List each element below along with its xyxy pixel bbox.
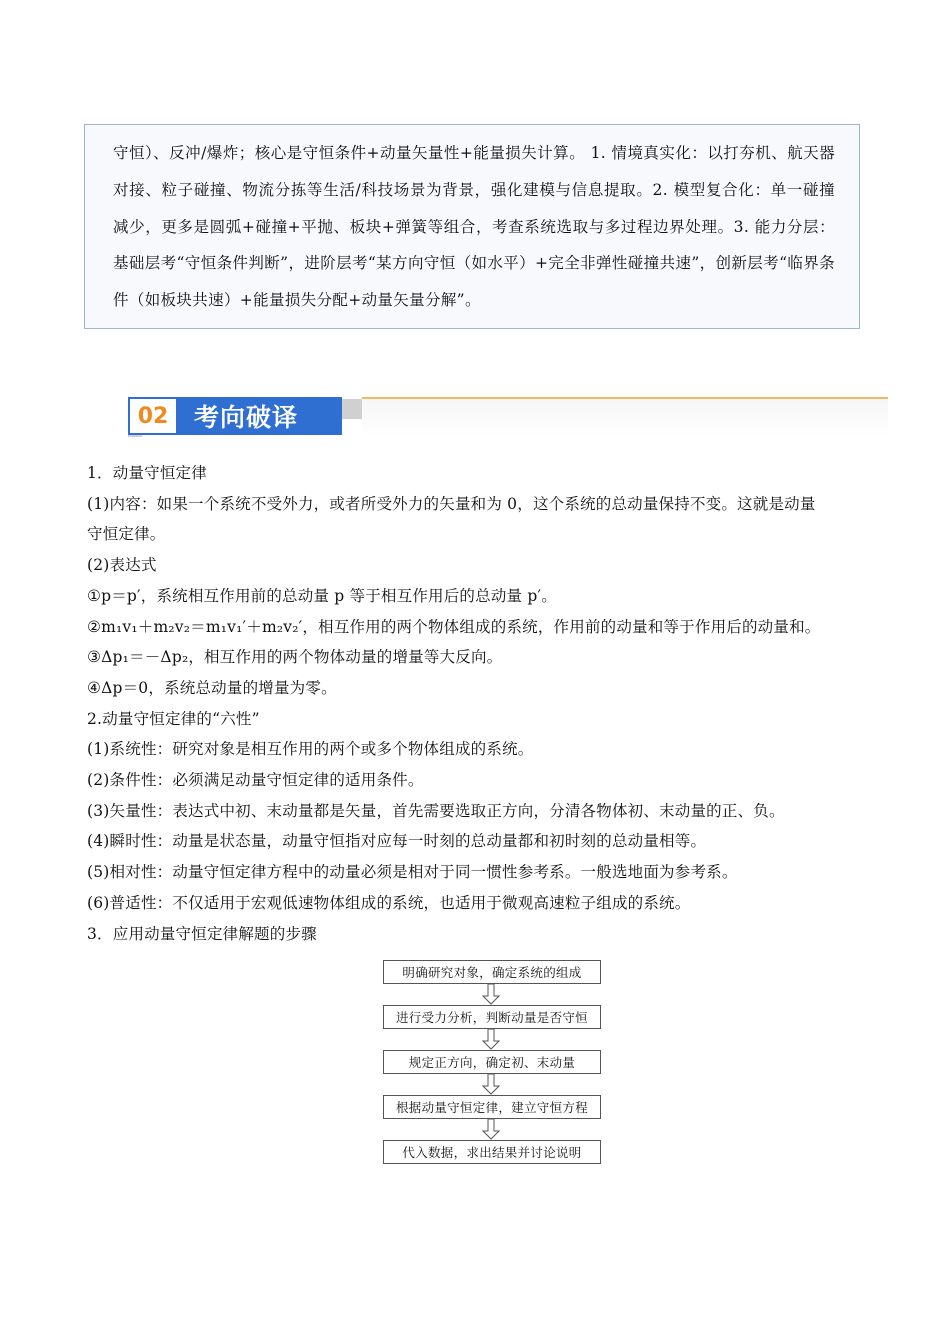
intro-paragraph: 守恒）、反冲/爆炸；核心是守恒条件+动量矢量性+能量损失计算。 1. 情境真实化：以打夯机、航天器对接、粒子碰撞、物流分拣等生活/科技场景为背景，强化建模与信息提取。2. 模型复合化：单一碰撞减少，更多是圆弧+碰撞+平抛、板块+弹簧等组合，考查系统选取与多过程边界处理。3. 能力分层：基础层考“守恒条件判断”，进阶层考“某方向守恒（如水平）+完全非弹性碰撞共速”，创新层考“临界条件（如板块共速）+能量损失分配+动量矢量分解”。 [113, 144, 835, 310]
down-arrow-icon [482, 984, 500, 1005]
content-line: (1)系统性：研究对象是相互作用的两个或多个物体组成的系统。 [87, 740, 534, 759]
flow-step-4: 根据动量守恒定律，建立守恒方程 [383, 1095, 601, 1119]
down-arrow-icon [482, 1074, 500, 1095]
flow-step-2: 进行受力分析，判断动量是否守恒 [383, 1005, 601, 1029]
intro-box [84, 124, 860, 329]
content-line: 守恒定律。 [87, 525, 166, 544]
content-line: (2)表达式 [87, 556, 157, 575]
heading-2: 2.动量守恒定律的“六性” [87, 709, 260, 728]
header-fade-band [362, 399, 888, 439]
flow-step-1: 明确研究对象，确定系统的组成 [383, 960, 601, 984]
content-body [87, 458, 865, 949]
content-line: (1)内容：如果一个系统不受外力，或者所受外力的矢量和为 0，这个系统的总动量保持不变。这就是动量 [87, 494, 816, 513]
section-header [110, 393, 888, 445]
content-line: (6)普适性：不仅适用于宏观低速物体组成的系统，也适用于微观高速粒子组成的系统。 [87, 893, 691, 912]
formula-line: ④Δp＝0，系统总动量的增量为零。 [87, 678, 337, 697]
flow-step-3: 规定正方向，确定初、末动量 [383, 1050, 601, 1074]
heading-3: 3．应用动量守恒定律解题的步骤 [87, 924, 317, 943]
content-line: (5)相对性：动量守恒定律方程中的动量必须是相对于同一惯性参考系。一般选地面为参考系。 [87, 863, 738, 882]
down-arrow-icon [482, 1029, 500, 1050]
heading-1: 1．动量守恒定律 [87, 464, 207, 482]
header-shadow-right [342, 399, 362, 419]
down-arrow-icon [482, 1119, 500, 1140]
content-line: (2)条件性：必须满足动量守恒定律的适用条件。 [87, 771, 424, 790]
flow-step-5: 代入数据，求出结果并讨论说明 [383, 1140, 601, 1164]
formula-line: ③Δp₁＝－Δp₂，相互作用的两个物体动量的增量等大反向。 [87, 648, 503, 667]
formula-line: ②m₁v₁＋m₂v₂＝m₁v₁′＋m₂v₂′，相互作用的两个物体组成的系统，作用前的动量和等于作用后的动量和。 [87, 617, 821, 636]
content-line: (3)矢量性：表达式中初、末动量都是矢量，首先需要选取正方向，分清各物体初、末动量的正、负。 [87, 801, 785, 820]
content-line: (4)瞬时性：动量是状态量，动量守恒指对应每一时刻的总动量都和初时刻的总动量相等。 [87, 832, 707, 851]
section-number: 02 [128, 397, 178, 435]
header-rule [362, 397, 888, 399]
section-title: 考向破译 [178, 397, 342, 435]
formula-line: ①p＝p′，系统相互作用前的总动量 p 等于相互作用后的总动量 p′。 [87, 586, 557, 605]
